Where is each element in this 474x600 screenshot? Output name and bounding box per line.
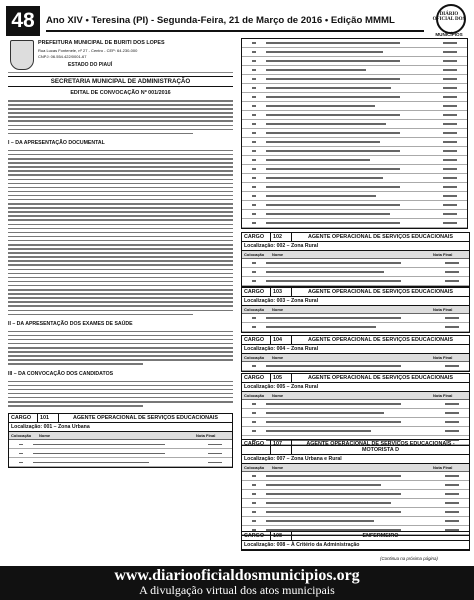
cargo-location: Localização: 003 – Zona Rural: [242, 297, 469, 306]
table-row: [242, 192, 467, 201]
table-row: [242, 120, 467, 129]
cargo-107-table: [241, 439, 470, 536]
table-row: [242, 129, 467, 138]
table-row: [242, 277, 469, 286]
table-row: [242, 409, 469, 418]
table-row: [9, 458, 232, 467]
table-row: [242, 517, 469, 526]
diario-logo: [430, 4, 468, 40]
table-row: [242, 472, 469, 481]
col-colocacao: Colocação: [11, 433, 32, 439]
table-row: [9, 440, 232, 449]
col-nota: Nota Final: [433, 307, 453, 312]
col-nome: Nome: [272, 355, 284, 360]
col-colocacao: Colocação: [244, 307, 265, 312]
col-colocacao: Colocação: [244, 355, 265, 360]
table-row: [242, 66, 467, 75]
logo-text-top: DIÁRIO OFICIAL DOS: [432, 12, 466, 22]
cargo-title: AGENTE OPERACIONAL DE SERVIÇOS EDUCACIONAIS: [307, 289, 454, 295]
table-row: [242, 259, 469, 268]
cargo-label: CARGO: [242, 440, 271, 454]
cargo-label: CARGO: [242, 532, 271, 540]
col-colocacao: Colocação: [244, 393, 265, 398]
table-row: [242, 323, 469, 332]
footer-slogan: A divulgação virtual dos atos municipais: [139, 583, 335, 597]
table-row: [242, 156, 467, 165]
cargo-101-table: [8, 413, 233, 468]
col-nome: Nome: [272, 252, 284, 257]
table-row: [242, 400, 469, 409]
page-header: [6, 6, 468, 36]
cargo-103-table: [241, 287, 470, 333]
page-number: 48: [6, 6, 40, 36]
cargo-title: ENFERMEIRO: [362, 533, 399, 539]
table-row: [242, 418, 469, 427]
table-row: [242, 499, 469, 508]
footer-url[interactable]: www.diariooficialdosmunicipios.org: [114, 567, 360, 584]
section-title: SECRETARIA MUNICIPAL DE ADMINISTRAÇÃO: [8, 76, 233, 87]
col-colocacao: Colocação: [244, 252, 265, 257]
table-row: [242, 147, 467, 156]
table-row: [242, 268, 469, 277]
cargo-102-table: [241, 232, 470, 287]
col-nota: Nota Final: [433, 465, 453, 470]
cargo-number: 105: [271, 374, 292, 382]
left-column: [8, 38, 233, 468]
col-nota: Nota Final: [433, 252, 453, 257]
table-row: [242, 490, 469, 499]
subhead-convocacao: III – DA CONVOCAÇÃO DOS CANDIDATOS: [8, 370, 114, 377]
masthead-line1: PREFEITURA MUNICIPAL DE BURITI DOS LOPES: [38, 40, 165, 46]
cargo-title: AGENTE OPERACIONAL DE SERVIÇOS EDUCACIONAIS: [307, 337, 454, 343]
coat-of-arms-icon: [10, 40, 34, 70]
footer-banner: [0, 566, 474, 600]
masthead-line3: CNPJ: 06.554.422/0001-67: [38, 54, 87, 59]
cargo-number: 107: [271, 440, 292, 454]
col-nota: Nota Final: [433, 355, 453, 360]
cargo-105-table: [241, 373, 470, 446]
table-row: [242, 481, 469, 490]
subhead-saude: II – DA APRESENTAÇÃO DOS EXAMES DE SAÚDE: [8, 320, 133, 327]
cargo-location: Localização: 007 – Zona Urbana e Rural: [242, 455, 469, 464]
table-row: [242, 102, 467, 111]
table-row: [242, 219, 467, 228]
table-row: [242, 174, 467, 183]
subhead-documental: I – DA APRESENTAÇÃO DOCUMENTAL: [8, 139, 105, 146]
table-row: [242, 201, 467, 210]
cargo-number: 103: [271, 288, 292, 296]
edital-title: EDITAL DE CONVOCAÇÃO Nº 001/2016: [70, 90, 171, 96]
cargo-number: 108: [271, 532, 292, 540]
cargo-title: AGENTE OPERACIONAL DE SERVIÇOS EDUCACIONAIS: [307, 375, 454, 381]
cargo-label: CARGO: [242, 336, 271, 344]
table-row: [242, 508, 469, 517]
table-row: [242, 210, 467, 219]
table-row: [242, 138, 467, 147]
table-row: [242, 39, 467, 48]
col-nome: Nome: [272, 465, 284, 470]
cargo-title: AGENTE OPERACIONAL DE SERVIÇOS EDUCACIONAIS - MOTORISTA D: [306, 441, 455, 453]
cargo-location: Localização: 001 – Zona Urbana: [9, 423, 232, 432]
cargo-title: AGENTE OPERACIONAL DE SERVIÇOS EDUCACIONAIS: [307, 234, 454, 240]
cargo-number: 104: [271, 336, 292, 344]
table-row: [9, 449, 232, 458]
cargo-108-table: [241, 531, 470, 551]
convocacao-paragraph: [8, 379, 233, 410]
masthead-line4: ESTADO DO PIAUÍ: [68, 62, 113, 68]
cargo-number: 102: [271, 233, 292, 241]
col-nota: Nota Final: [433, 393, 453, 398]
continued-note: (Continua na próxima página): [380, 556, 438, 561]
cargo-location: Localização: 004 – Zona Rural: [242, 345, 469, 354]
col-colocacao: Colocação: [244, 465, 265, 470]
edition-title: Ano XIV • Teresina (PI) - Segunda-Feira, 21 de Março de 2016 • Edição MMML: [46, 15, 395, 26]
cargo-label: CARGO: [242, 288, 271, 296]
table-row: [242, 93, 467, 102]
cargo-label: CARGO: [9, 414, 38, 422]
table-row: [242, 362, 469, 371]
table-row: [242, 57, 467, 66]
table-row: [242, 165, 467, 174]
cargo-label: CARGO: [242, 233, 271, 241]
table-row: [242, 111, 467, 120]
continued-table: [241, 38, 468, 229]
cargo-location: Localização: 005 – Zona Rural: [242, 383, 469, 392]
masthead: [8, 38, 233, 73]
documental-paragraph: [8, 148, 233, 318]
cargo-location: Localização: 002 – Zona Rural: [242, 242, 469, 251]
cargo-title: AGENTE OPERACIONAL DE SERVIÇOS EDUCACIONAIS: [72, 415, 219, 422]
table-row: [242, 48, 467, 57]
masthead-line2: Rua Lucas Fontenele, nº 27 - Centro - CEP: 64.230-000: [38, 48, 138, 53]
table-row: [242, 84, 467, 93]
logo-text-bottom: MUNICÍPIOS: [435, 32, 463, 37]
saude-paragraph: [8, 329, 233, 368]
table-row: [242, 183, 467, 192]
cargo-location: Localização: 008 – À Critério da Administração: [242, 541, 469, 550]
table-row: [242, 314, 469, 323]
header-rule: [46, 30, 424, 32]
col-nome: Nome: [39, 433, 51, 439]
table-row: [242, 75, 467, 84]
cargo-label: CARGO: [242, 374, 271, 382]
cargo-number: 101: [38, 414, 59, 422]
col-nome: Nome: [272, 393, 284, 398]
col-nota: Nota Final: [196, 433, 216, 439]
table-row: [242, 427, 469, 436]
cargo-104-table: [241, 335, 470, 372]
intro-paragraph: [8, 98, 233, 137]
col-nome: Nome: [272, 307, 284, 312]
